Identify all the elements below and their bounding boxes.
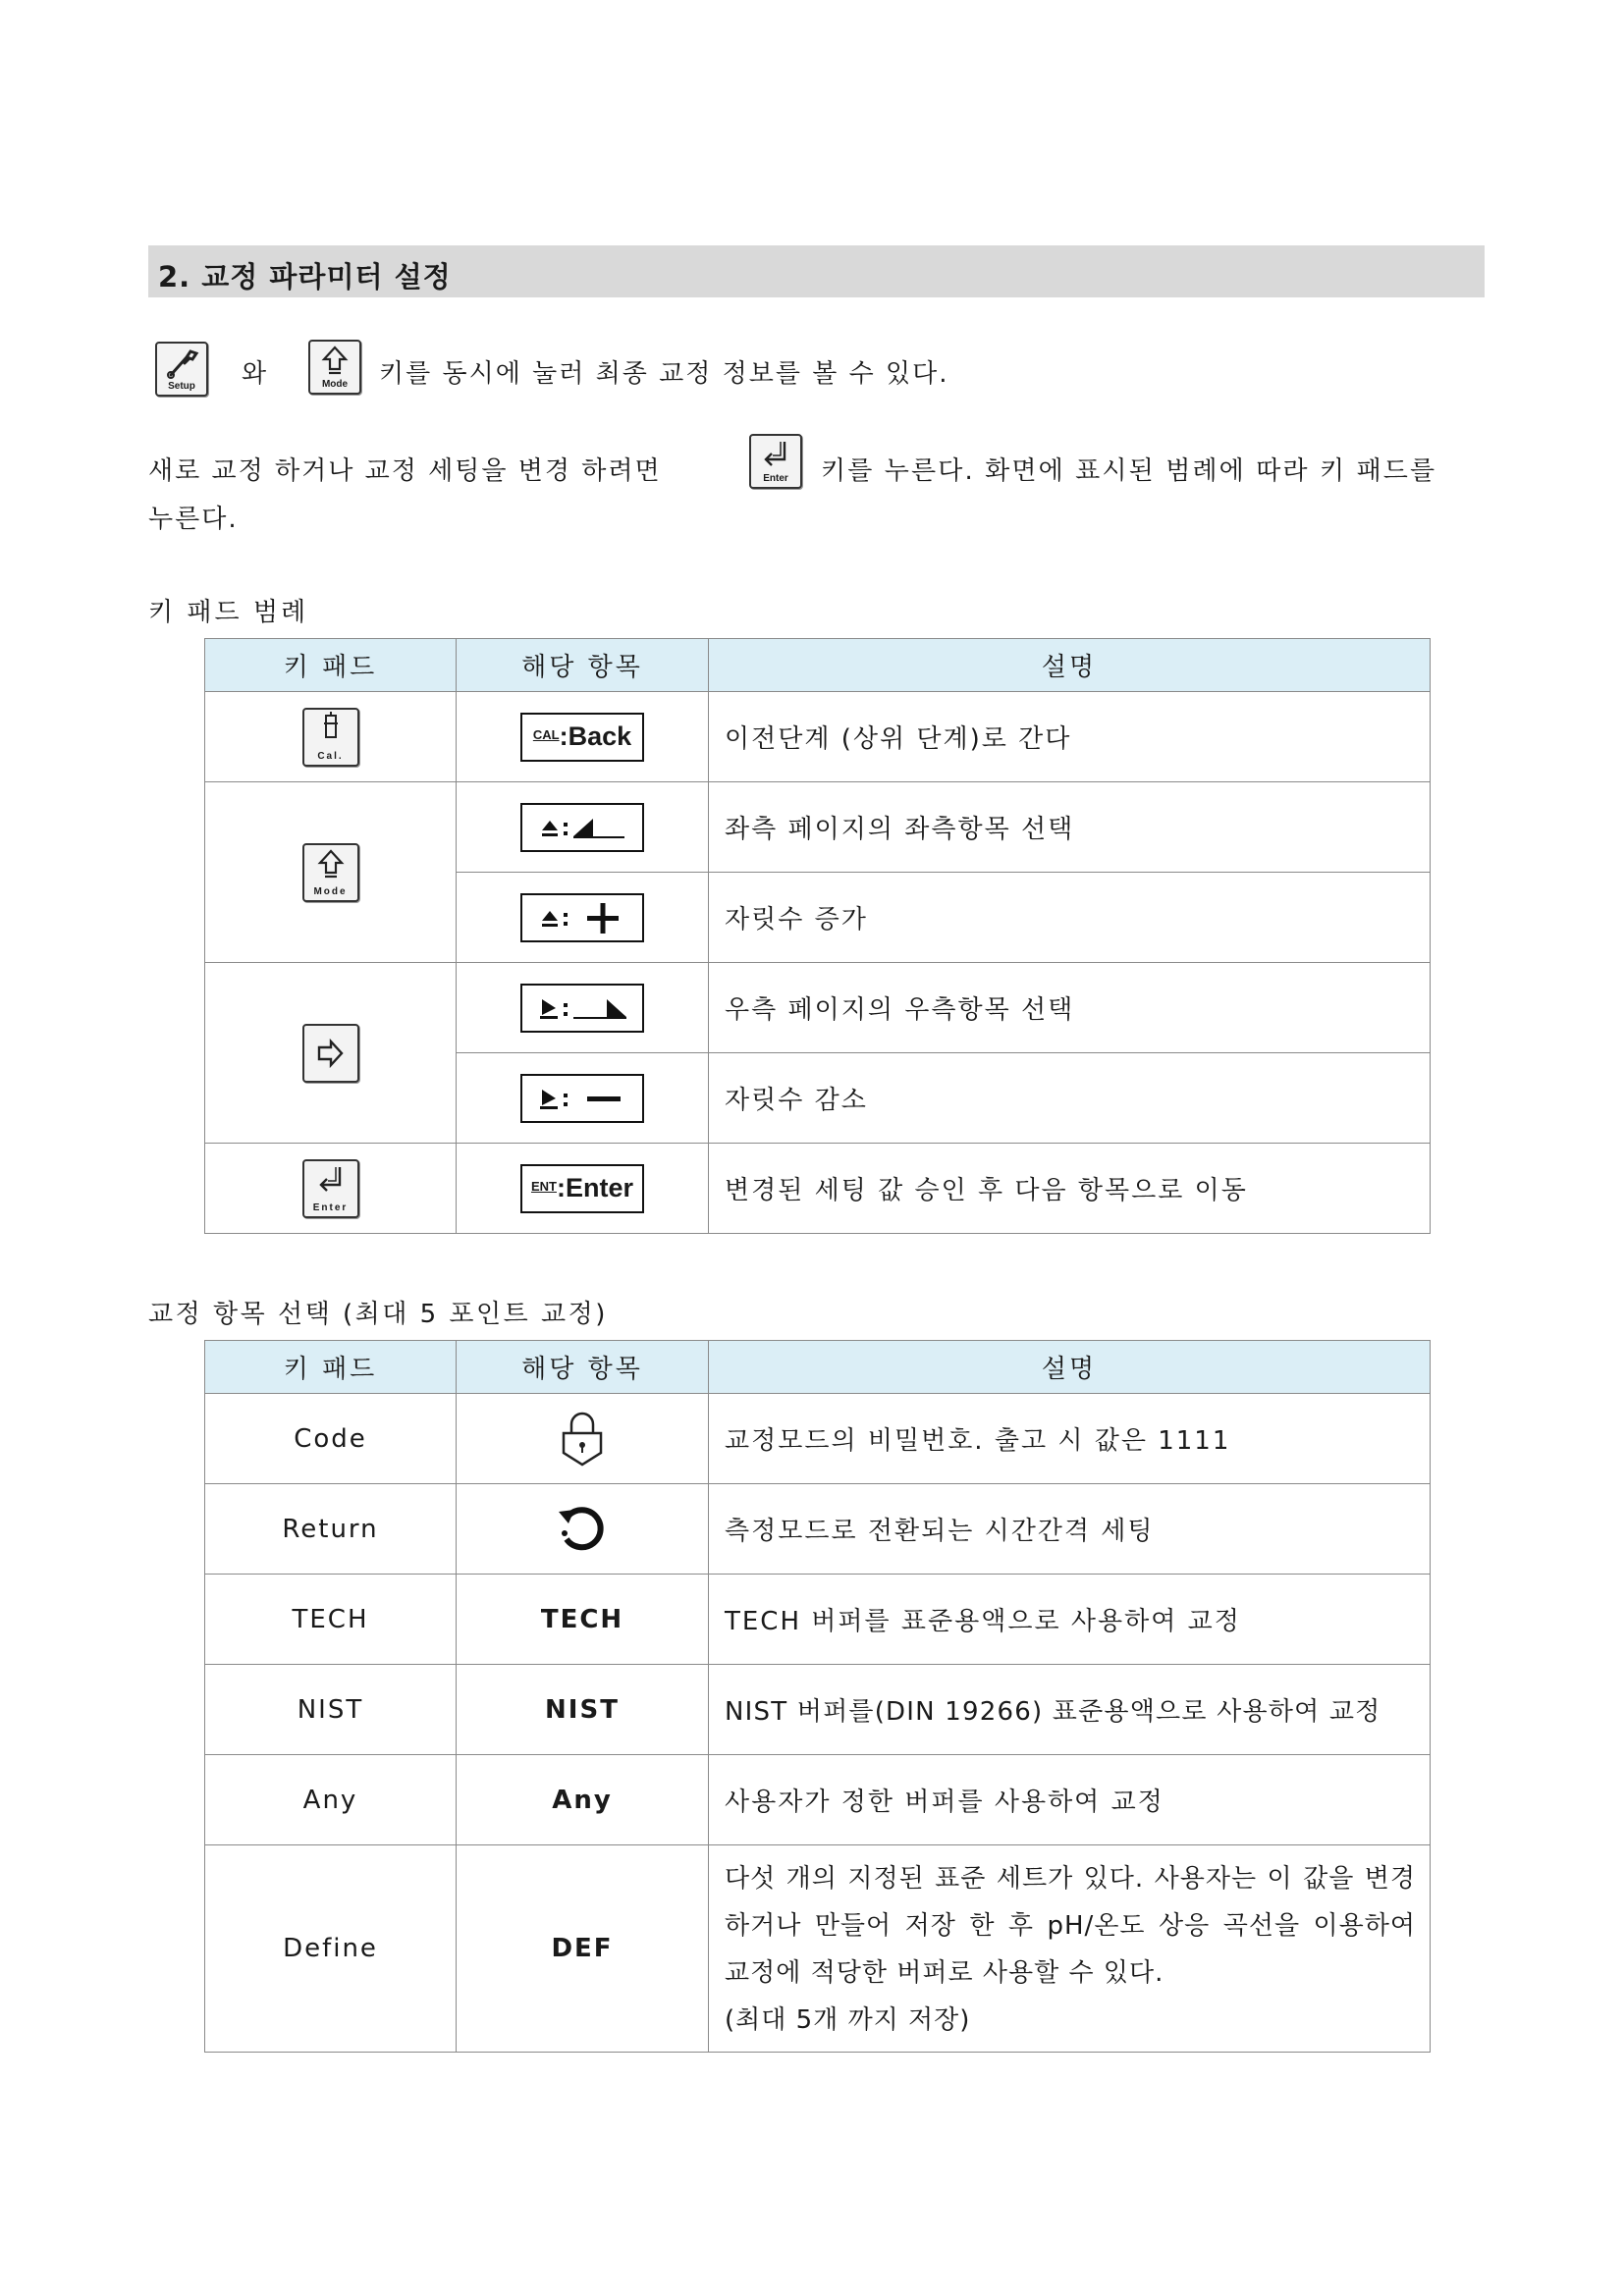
cal-key-label: Cal. xyxy=(317,750,344,762)
legend-table xyxy=(204,638,1431,1234)
legend-desc-back: 이전단계 (상위 단계)로 간다 xyxy=(709,692,1431,782)
table-row xyxy=(205,1394,1431,1484)
cal-prefix: CAL xyxy=(532,726,560,742)
calib-key-any: Any xyxy=(205,1755,457,1845)
legend-desc-enter: 변경된 세팅 값 승인 후 다음 항목으로 이동 xyxy=(709,1144,1431,1234)
setup-key-label: Setup xyxy=(168,381,195,392)
ent-prefix: ENT xyxy=(530,1178,557,1194)
calib-desc-define-note: (최대 5개 까지 저장) xyxy=(725,2005,971,2035)
section-title: 2. 교정 파라미터 설정 xyxy=(158,260,452,294)
mode-key-icon xyxy=(308,340,361,395)
legend-heading: 키 패드 범례 xyxy=(148,598,309,627)
increase-display-icon xyxy=(520,893,644,942)
mode-key-label: Mode xyxy=(313,885,348,897)
table-row xyxy=(205,1144,1431,1234)
table-row xyxy=(205,692,1431,782)
intro-line-3: 누른다. xyxy=(148,505,239,534)
legend-header-key: 키 패드 xyxy=(205,639,457,692)
legend-desc-increase: 자릿수 증가 xyxy=(709,873,1431,963)
calib-header-row xyxy=(205,1341,1431,1394)
table-row xyxy=(205,782,1431,873)
calib-key-define: Define xyxy=(205,1845,457,2053)
calib-key-nist: NIST xyxy=(205,1665,457,1755)
calib-key-tech: TECH xyxy=(205,1575,457,1665)
left-select-display-icon xyxy=(520,803,644,852)
enter-key-label: Enter xyxy=(763,473,788,484)
table-row xyxy=(205,1845,1431,2053)
enter-label: :Enter xyxy=(556,1172,633,1202)
return-icon xyxy=(555,1502,610,1557)
calib-desc-return: 측정모드로 전환되는 시간간격 세팅 xyxy=(709,1484,1431,1575)
table-row xyxy=(205,1575,1431,1665)
enter-key-icon xyxy=(749,434,802,489)
decrease-display-icon xyxy=(520,1074,644,1123)
intro-line-2a: 새로 교정 하거나 교정 세팅을 변경 하려면 xyxy=(148,456,662,486)
calib-desc-tech: TECH 버퍼를 표준용액으로 사용하여 교정 xyxy=(709,1575,1431,1665)
enter-display-icon xyxy=(520,1164,644,1213)
mode-key-icon xyxy=(302,843,359,902)
calib-header-desc: 설명 xyxy=(709,1341,1431,1394)
intro-connector: 와 xyxy=(242,359,269,389)
enter-key-icon xyxy=(302,1159,359,1218)
right-select-display-icon xyxy=(520,984,644,1033)
table-row xyxy=(205,1755,1431,1845)
calib-desc-any: 사용자가 정한 버퍼를 사용하여 교정 xyxy=(709,1755,1431,1845)
table-row xyxy=(205,1484,1431,1575)
calib-key-return: Return xyxy=(205,1484,457,1575)
lock-icon xyxy=(558,1410,607,1468)
calib-table xyxy=(204,1340,1431,2053)
legend-desc-decrease: 자릿수 감소 xyxy=(709,1053,1431,1144)
calib-item-any: Any xyxy=(457,1755,709,1845)
table-row xyxy=(205,1665,1431,1755)
right-arrow-key-icon xyxy=(302,1024,359,1083)
mode-key-label: Mode xyxy=(321,379,349,390)
calib-desc-code: 교정모드의 비밀번호. 출고 시 값은 1111 xyxy=(709,1394,1431,1484)
intro-line-2b: 키를 누른다. 화면에 표시된 범례에 따라 키 패드를 xyxy=(821,456,1437,486)
calib-header-key: 키 패드 xyxy=(205,1341,457,1394)
intro-line-1: 키를 동시에 눌러 최종 교정 정보를 볼 수 있다. xyxy=(379,359,949,389)
calib-item-tech: TECH xyxy=(457,1575,709,1665)
cal-key-icon xyxy=(302,708,359,767)
legend-desc-right-select: 우측 페이지의 우측항목 선택 xyxy=(709,963,1431,1053)
calib-key-code: Code xyxy=(205,1394,457,1484)
section-header-bar xyxy=(148,245,1485,297)
legend-header-row xyxy=(205,639,1431,692)
table-row xyxy=(205,963,1431,1053)
calib-desc-define xyxy=(709,1845,1431,2053)
calib-desc-define-text: 다섯 개의 지정된 표준 세트가 있다. 사용자는 이 값을 변경하거나 만들어 저장 한 후 pH/온도 상응 곡선을 이용하여 교정에 적당한 버퍼로 사용할 수 있다. xyxy=(725,1864,1416,1988)
calib-header-item: 해당 항목 xyxy=(457,1341,709,1394)
calib-item-def: DEF xyxy=(457,1845,709,2053)
calib-item-nist: NIST xyxy=(457,1665,709,1755)
calib-desc-nist: NIST 버퍼를(DIN 19266) 표준용액으로 사용하여 교정 xyxy=(709,1665,1431,1755)
back-label: :Back xyxy=(559,721,632,751)
legend-header-desc: 설명 xyxy=(709,639,1431,692)
enter-key-label: Enter xyxy=(312,1201,349,1213)
legend-desc-left-select: 좌측 페이지의 좌측항목 선택 xyxy=(709,782,1431,873)
calib-heading: 교정 항목 선택 (최대 5 포인트 교정) xyxy=(148,1300,608,1329)
back-display-icon xyxy=(520,713,644,762)
legend-header-item: 해당 항목 xyxy=(457,639,709,692)
setup-key-icon xyxy=(155,342,208,397)
